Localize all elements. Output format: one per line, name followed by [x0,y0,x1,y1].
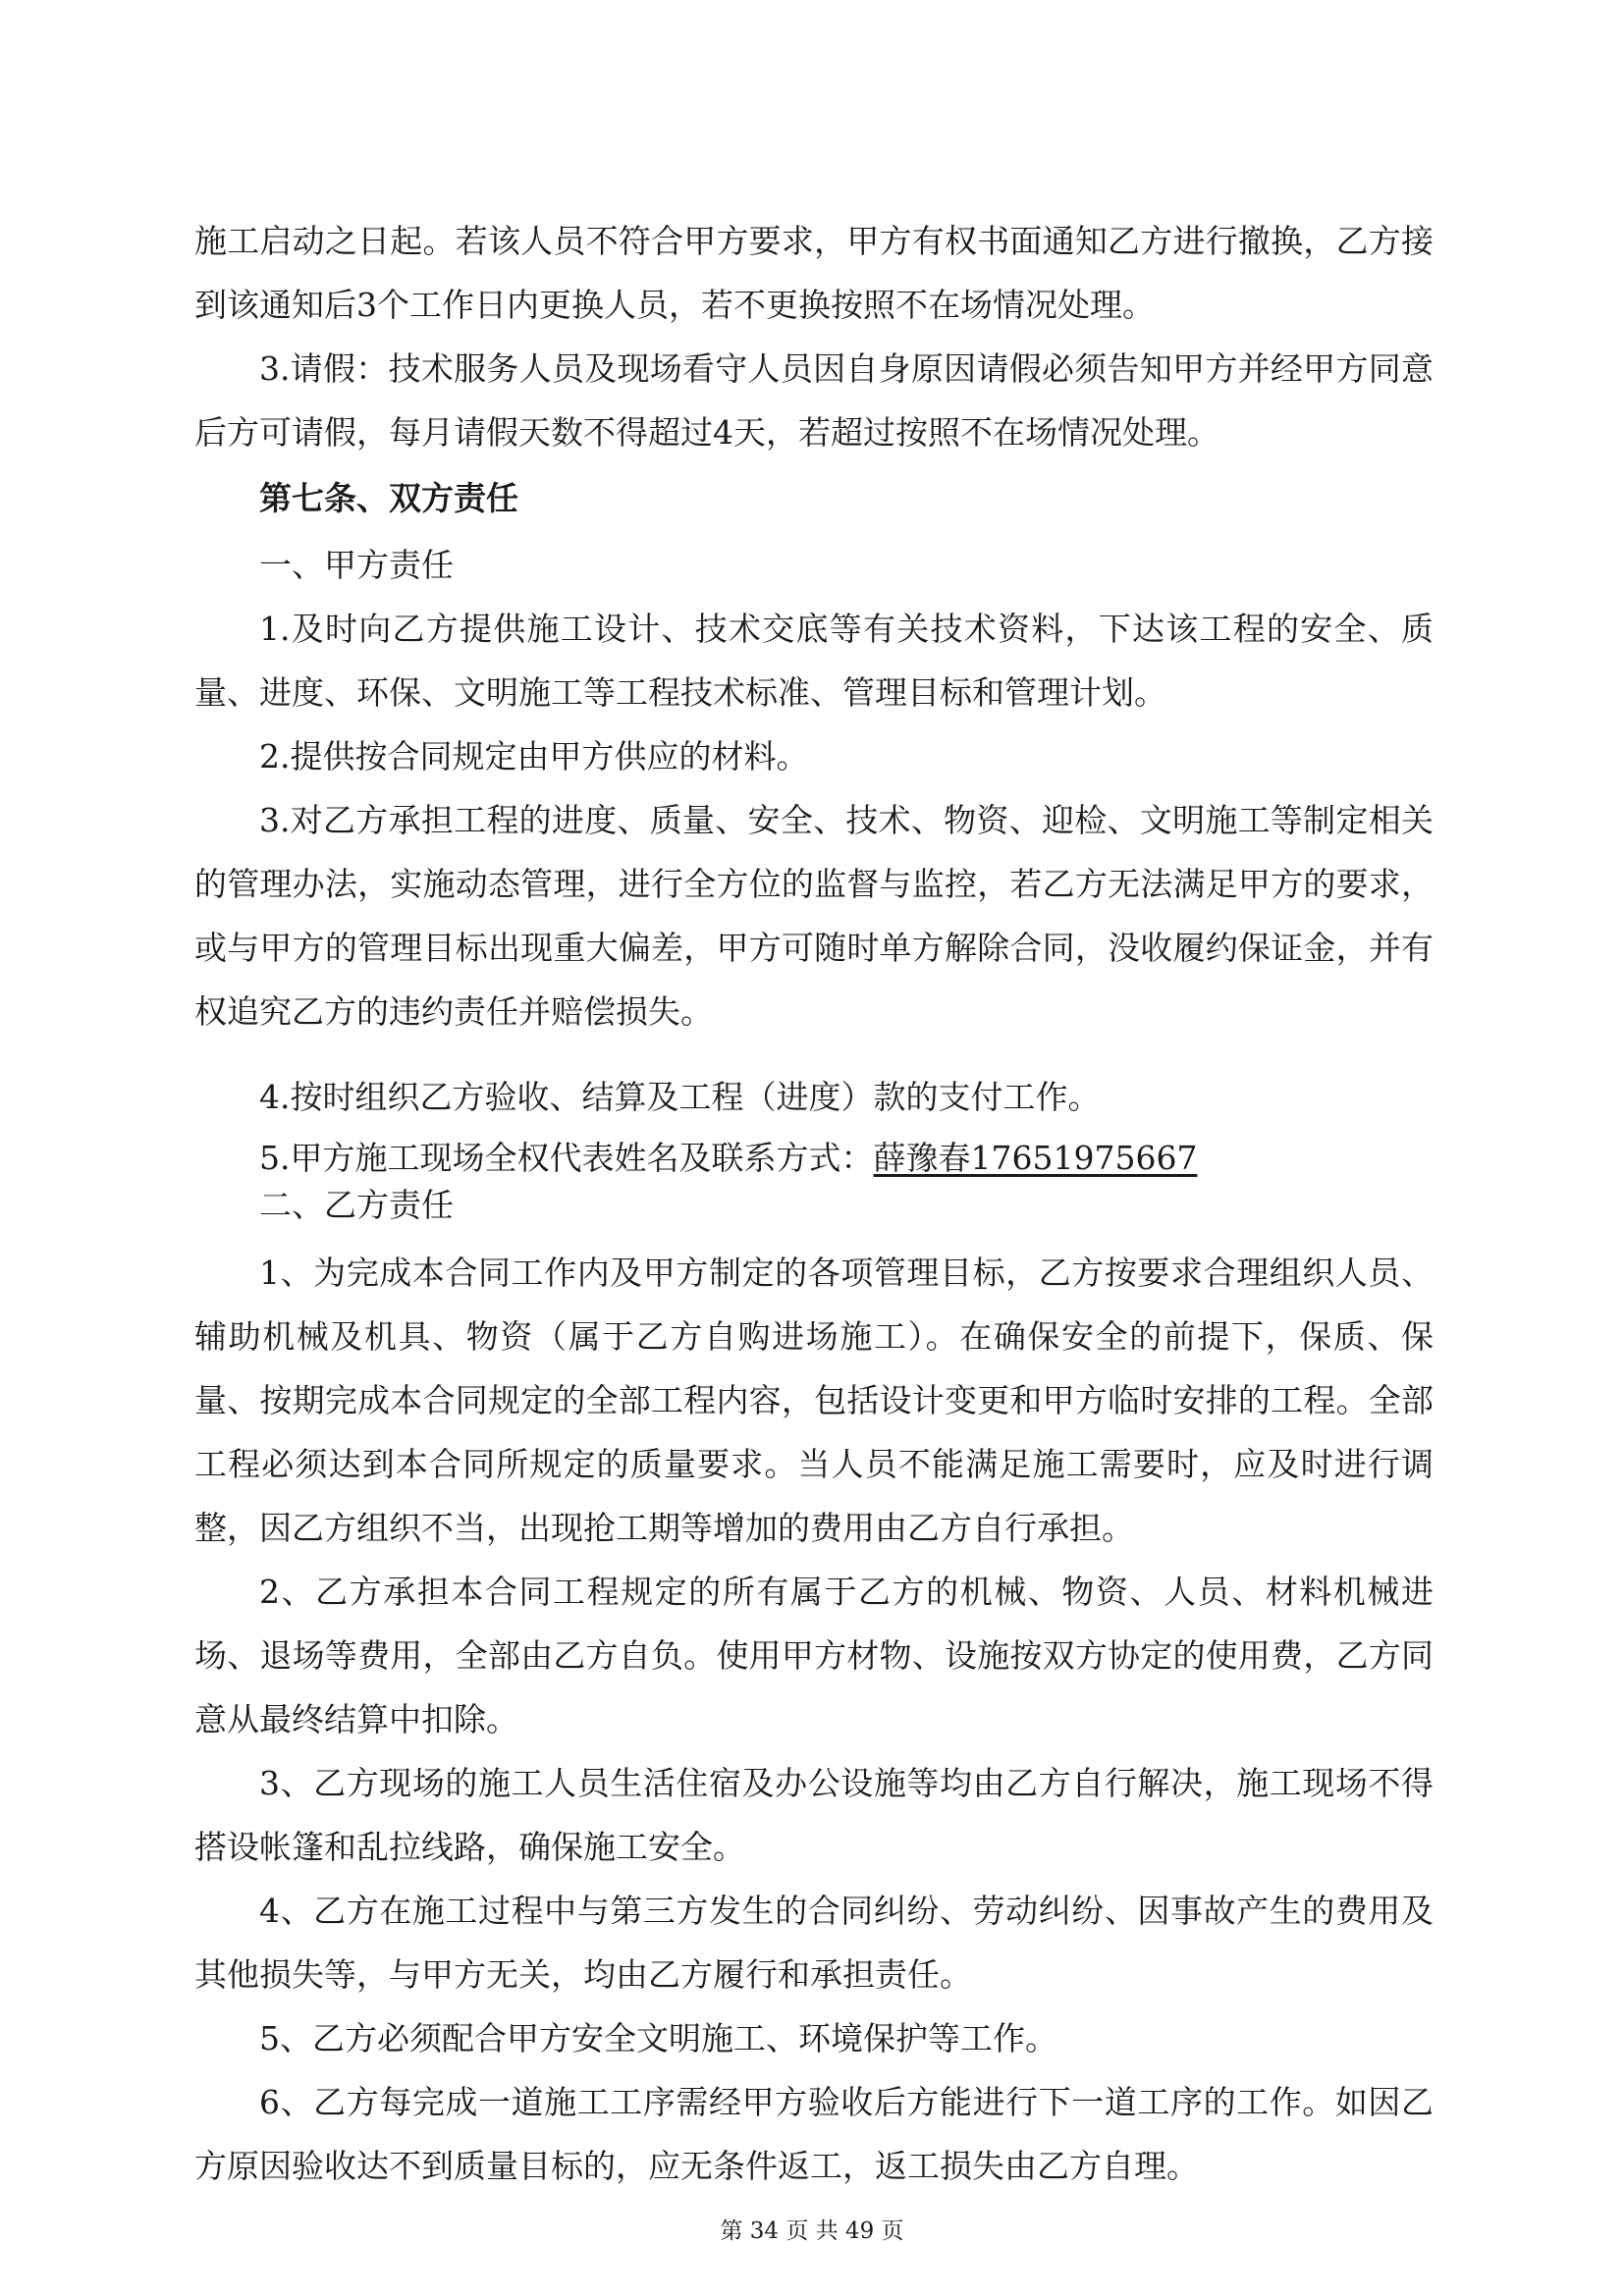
text-line: 后方可请假，每月请假天数不得超过4天，若超过按照不在场情况处理。 [194,413,1219,452]
text-line: 3.请假：技术服务人员及现场看守人员因自身原因请假必须告知甲方并经甲方同意 [259,349,1434,388]
text-line: 权追究乙方的违约责任并赔偿损失。 [194,992,713,1031]
text-line: 5、乙方必须配合甲方安全文明施工、环境保护等工作。 [259,2019,1057,2057]
contact-line [259,1139,1434,1178]
text-line: 3.对乙方承担工程的进度、质量、安全、技术、物资、迎检、文明施工等制定相关 [259,801,1434,839]
text-line: 6、乙方每完成一道施工工序需经甲方验收后方能进行下一道工序的工作。如因乙 [259,2083,1434,2121]
text-line: 辅助机械及机具、物资（属于乙方自购进场施工）。在确保安全的前提下，保质、保 [194,1317,1434,1356]
text-line: 整，因乙方组织不当，出现抢工期等增加的费用由乙方自行承担。 [194,1509,1134,1547]
text-line: 1、为完成本合同工作内及甲方制定的各项管理目标，乙方按要求合理组织人员、 [259,1254,1434,1292]
text-line: 量、按期完成本合同规定的全部工程内容，包括设计变更和甲方临时安排的工程。全部 [194,1381,1434,1419]
text-line: 意从最终结算中扣除。 [194,1700,518,1738]
contact-value: 薛豫春17651975667 [873,1139,1198,1177]
text-line: 其他损失等，与甲方无关，均由乙方履行和承担责任。 [194,1955,972,1994]
section-heading: 第七条、双方责任 [259,479,518,517]
text-line: 4、乙方在施工过程中与第三方发生的合同纠纷、劳动纠纷、因事故产生的费用及 [259,1892,1434,1930]
text-line: 1.及时向乙方提供施工设计、技术交底等有关技术资料，下达该工程的安全、质 [259,610,1434,648]
text-line: 2.提供按合同规定由甲方供应的材料。 [259,737,809,775]
text-line: 的管理办法，实施动态管理，进行全方位的监督与监控，若乙方无法满足甲方的要求， [194,865,1434,903]
text-line: 到该通知后3个工作日内更换人员，若不更换按照不在场情况处理。 [194,286,1155,324]
text-line: 或与甲方的管理目标出现重大偏差，甲方可随时单方解除合同，没收履约保证金，并有 [194,929,1434,967]
text-line: 施工启动之日起。若该人员不符合甲方要求，甲方有权书面通知乙方进行撤换，乙方接 [194,222,1434,260]
text-line: 2、乙方承担本合同工程规定的所有属于乙方的机械、物资、人员、材料机械进 [259,1573,1434,1611]
text-line: 方原因验收达不到质量目标的，应无条件返工，返工损失由乙方自理。 [194,2147,1199,2185]
page-footer: 第 34 页 共 49 页 [720,2218,904,2244]
text-line: 搭设帐篷和乱拉线路，确保施工安全。 [194,1828,745,1866]
text-line: 4.按时组织乙方验收、结算及工程（进度）款的支付工作。 [259,1078,1101,1116]
contact-label: 5.甲方施工现场全权代表姓名及联系方式： [259,1139,874,1177]
text-line: 量、进度、环保、文明施工等工程技术标准、管理目标和管理计划。 [194,673,1166,712]
text-line: 工程必须达到本合同所规定的质量要求。当人员不能满足施工需要时，应及时进行调 [194,1445,1434,1483]
subsection-heading: 一、甲方责任 [259,546,454,584]
text-line: 3、乙方现场的施工人员生活住宿及办公设施等均由乙方自行解决，施工现场不得 [259,1764,1434,1802]
subsection-heading: 二、乙方责任 [259,1186,454,1224]
text-line: 场、退场等费用，全部由乙方自负。使用甲方材物、设施按双方协定的使用费，乙方同 [194,1636,1434,1675]
